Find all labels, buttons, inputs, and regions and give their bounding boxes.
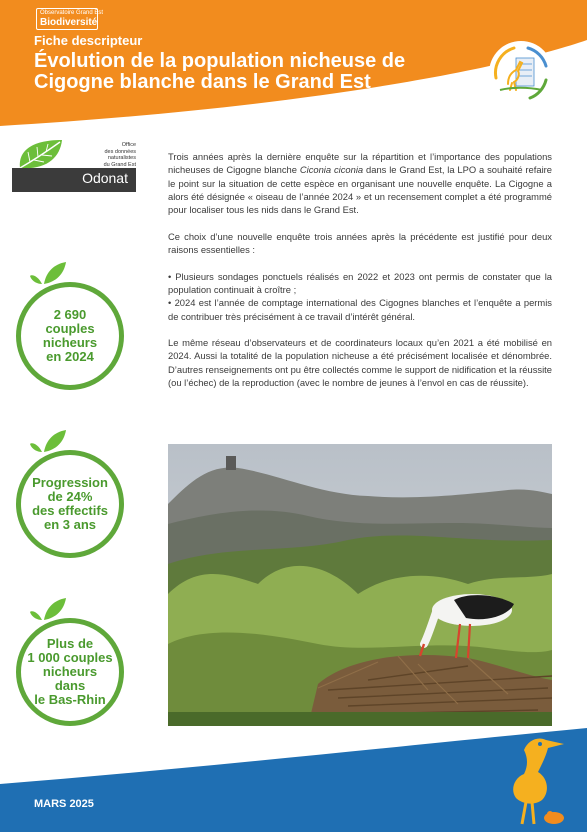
- document-kicker: Fiche descripteur: [34, 33, 143, 48]
- body-text: [168, 150, 552, 403]
- stat-line3: des effectifs: [32, 503, 108, 518]
- odonat-office-text: [76, 142, 136, 168]
- odonat-office-line3: naturalistes: [107, 155, 136, 161]
- stat-text: [37, 308, 103, 364]
- stat-line1: Plus de: [46, 636, 94, 651]
- stat-line3: nicheurs: [42, 335, 98, 350]
- stork-badge-icon: [488, 40, 554, 106]
- species-name: Ciconia ciconia: [299, 164, 364, 176]
- stat-line2: de 24%: [47, 489, 93, 504]
- stat-line1: Progression: [32, 475, 108, 490]
- observatoire-logo-line1: Observatoire Grand Est: [40, 10, 104, 16]
- odonat-office-line2: des données: [104, 148, 136, 155]
- footer-blue-band: [0, 728, 587, 832]
- publication-date: MARS 2025: [34, 798, 94, 810]
- stat-circle: [16, 450, 124, 558]
- page-title-line1: Évolution de la population nicheuse de: [34, 50, 406, 72]
- sprout-icon: [30, 430, 66, 452]
- stat-line2: 1 000 couples: [27, 650, 113, 665]
- stat-line2: couples: [45, 321, 95, 336]
- sprout-icon: [30, 262, 66, 284]
- odonat-office-line4: du Grand Est: [103, 161, 136, 168]
- page-header: [0, 0, 587, 128]
- odonat-name: Odonat: [82, 170, 128, 186]
- stat-circle: [16, 618, 124, 726]
- sprout-icon: [30, 598, 66, 620]
- stork-nest-photo: [168, 444, 552, 726]
- leaf-icon: [16, 138, 66, 170]
- reason-bullet-2: • 2024 est l’année de comptage international des Cigognes blanches et l’enquête a permis de contribuer très précisément à ce travail d’intérêt général.: [168, 297, 552, 322]
- odonat-office-line1: Office: [121, 142, 136, 148]
- intro-paragraph: [168, 150, 552, 216]
- reason-bullet-1: • Plusieurs sondages ponctuels réalisés en 2022 et 2023 ont permis de constater que la population continuait à croître ;: [168, 270, 552, 295]
- network-paragraph: Le même réseau d’observateurs et de coordinateurs locaux qu’en 2021 a été mobilisé en 2024. Aussi la totalité de la population nicheuse a été précisément localisée et dénombrée. D’autres renseignements ont pu être collectés comme le support de nidification et la réussite (ou l’échec) de la reproduction (avec le nombre de jeunes à l’envol en cas de réussite).: [168, 337, 552, 389]
- observatoire-logo: [36, 8, 104, 30]
- reasons-paragraph: Ce choix d’une nouvelle enquête trois années après la précédente est justifié pour deux raisons essentielles :: [168, 230, 552, 256]
- page-title-line2: Cigogne blanche dans le Grand Est: [34, 71, 371, 93]
- stat-line4: en 3 ans: [43, 517, 97, 532]
- intro-text-a: Trois années après la dernière enquête sur la répartition et l’importance des populations nicheuses de Cigogne blanche: [168, 151, 552, 176]
- page-title: [34, 51, 464, 93]
- stat-line1: 2 690: [53, 307, 87, 322]
- stork-mascot-icon: [502, 730, 572, 830]
- odonat-logo: [12, 138, 136, 198]
- stat-text: [21, 637, 119, 707]
- stat-text: [26, 476, 114, 532]
- stat-circle: [16, 282, 124, 390]
- intro-text-b: dans le Grand Est, la LPO a souhaité refaire le point sur la situation de cette espèce en organisant une nouvelle enquête. La Cigogne a alors été désignée « oiseau de l’année 2024 » et un recensement complet a été programmé pour localiser tous les nids dans le Grand Est.: [168, 164, 552, 216]
- stat-line4: le Bas-Rhin: [34, 692, 106, 707]
- stat-line3: nicheurs dans: [42, 664, 98, 693]
- stat-line4: en 2024: [46, 349, 94, 364]
- observatoire-logo-line2: Biodiversité: [40, 17, 98, 28]
